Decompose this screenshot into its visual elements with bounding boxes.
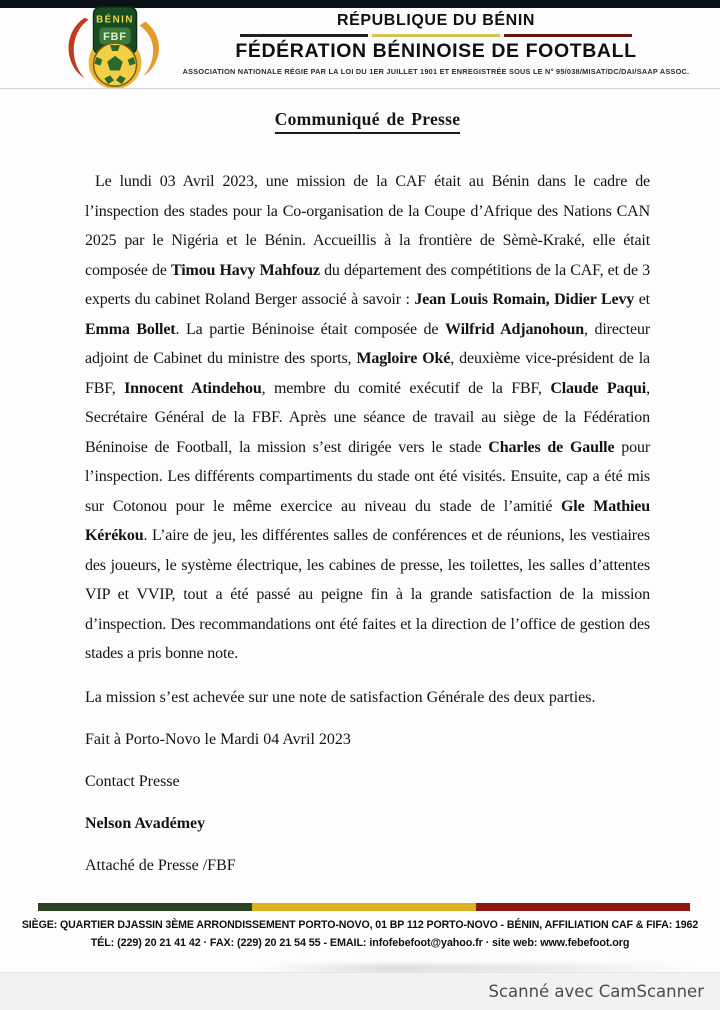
- footer-contact-line: TÉL: (229) 20 21 41 42 · FAX: (229) 20 21 54 55 - EMAIL: infofebefoot@yahoo.fr · site web: www.febefoot.org: [90, 937, 630, 949]
- flag-green-segment: [240, 34, 368, 37]
- main-paragraph: Le lundi 03 Avril 2023, une mission de la CAF était au Bénin dans le cadre de l’inspection des stades pour la Co-organisation de la Coupe d’Afrique des Nations CAN 2025 par le Nigéria et le Bénin. Accueillis à la frontière de Sèmè-Kraké, elle était composée de Timou Havy Mahfouz du département des compétitions de la CAF, et de 3 experts du cabinet Roland Berger associé à savoir : Jean Louis Romain, Didier Levy et Emma Bollet. La partie Béninoise était composée de Wilfrid Adjanohoun, directeur adjoint de Cabinet du ministre des sports, Magloire Oké, deuxième vice-président de la FBF, Innocent Atindehou, membre du comité exécutif de la FBF, Claude Paqui, Secrétaire Général de la FBF. Après une séance de travail au siège de la Fédération Béninoise de Football, la mission s’est dirigée vers le stade Charles de Gaulle pour l’inspection. Les différents compartiments du stade ont été visités. Ensuite, cap a été mis sur Cotonou pour le même exercice au niveau du stade de l’amitié Gle Mathieu Kérékou. L’aire de jeu, les différentes salles de conférences et de réunions, les vestiaires des joueurs, le système électrique, les cabines de presse, les toilettes, les salles d’attentes VIP et VVIP, tout a été passé au peigne fin à la grande satisfaction de la mission d’inspection. Des recommandations ont été faites et la direction de l’office de gestion des stades a pris bonne note.: [85, 173, 651, 662]
- contact-name: Nelson Avadémey: [85, 814, 206, 832]
- flag-yellow-segment: [372, 34, 500, 37]
- benin-flag-rule: [240, 34, 632, 37]
- contact-role: Attaché de Presse /FBF: [85, 856, 236, 874]
- camscanner-watermark: Scanné avec CamScanner: [488, 982, 704, 1001]
- footer-flag-red-segment: [476, 903, 690, 911]
- red-ribbon: [69, 18, 89, 79]
- logo-country-label: BÉNIN: [96, 14, 134, 26]
- document-title: Communiqué de Presse: [85, 96, 650, 134]
- footer-address-line: SIÈGE: QUARTIER DJASSIN 3ÈME ARRONDISSEMENT PORTO-NOVO, 01 BP 112 PORTO-NOVO - BÉNIN, AFFILIATION CAF & FIFA: 1962: [21, 919, 699, 931]
- federation-title: FÉDÉRATION BÉNINOISE DE FOOTBALL: [235, 40, 637, 62]
- closing-note: La mission s’est achevée sur une note de satisfaction Générale des deux parties.: [85, 688, 596, 706]
- association-registration-line: ASSOCIATION NATIONALE RÉGIE PAR LA LOI DU 1ER JUILLET 1901 ET ENREGISTRÉE SOUS LE N° 95/038/MISAT/DC/DAI/SAAP ASSOC.: [182, 67, 690, 76]
- logo-acronym-label: FBF: [103, 31, 127, 44]
- footer-flag-green-segment: [38, 903, 252, 911]
- flag-red-segment: [504, 34, 632, 37]
- letterhead: [162, 12, 710, 76]
- press-release-body: [85, 96, 650, 893]
- camscanner-strip: [0, 972, 720, 1010]
- footer: [5, 919, 715, 949]
- republic-title: RÉPUBLIQUE DU BÉNIN: [336, 12, 536, 29]
- header-divider: [0, 88, 720, 89]
- footer-flag-yellow-segment: [252, 903, 476, 911]
- yellow-ribbon: [139, 22, 159, 77]
- footer-benin-flag-bar: [38, 903, 690, 911]
- place-and-date: Fait à Porto-Novo le Mardi 04 Avril 2023: [85, 730, 351, 748]
- contact-label: Contact Presse: [85, 772, 180, 790]
- fbf-crest-logo: [52, 6, 180, 92]
